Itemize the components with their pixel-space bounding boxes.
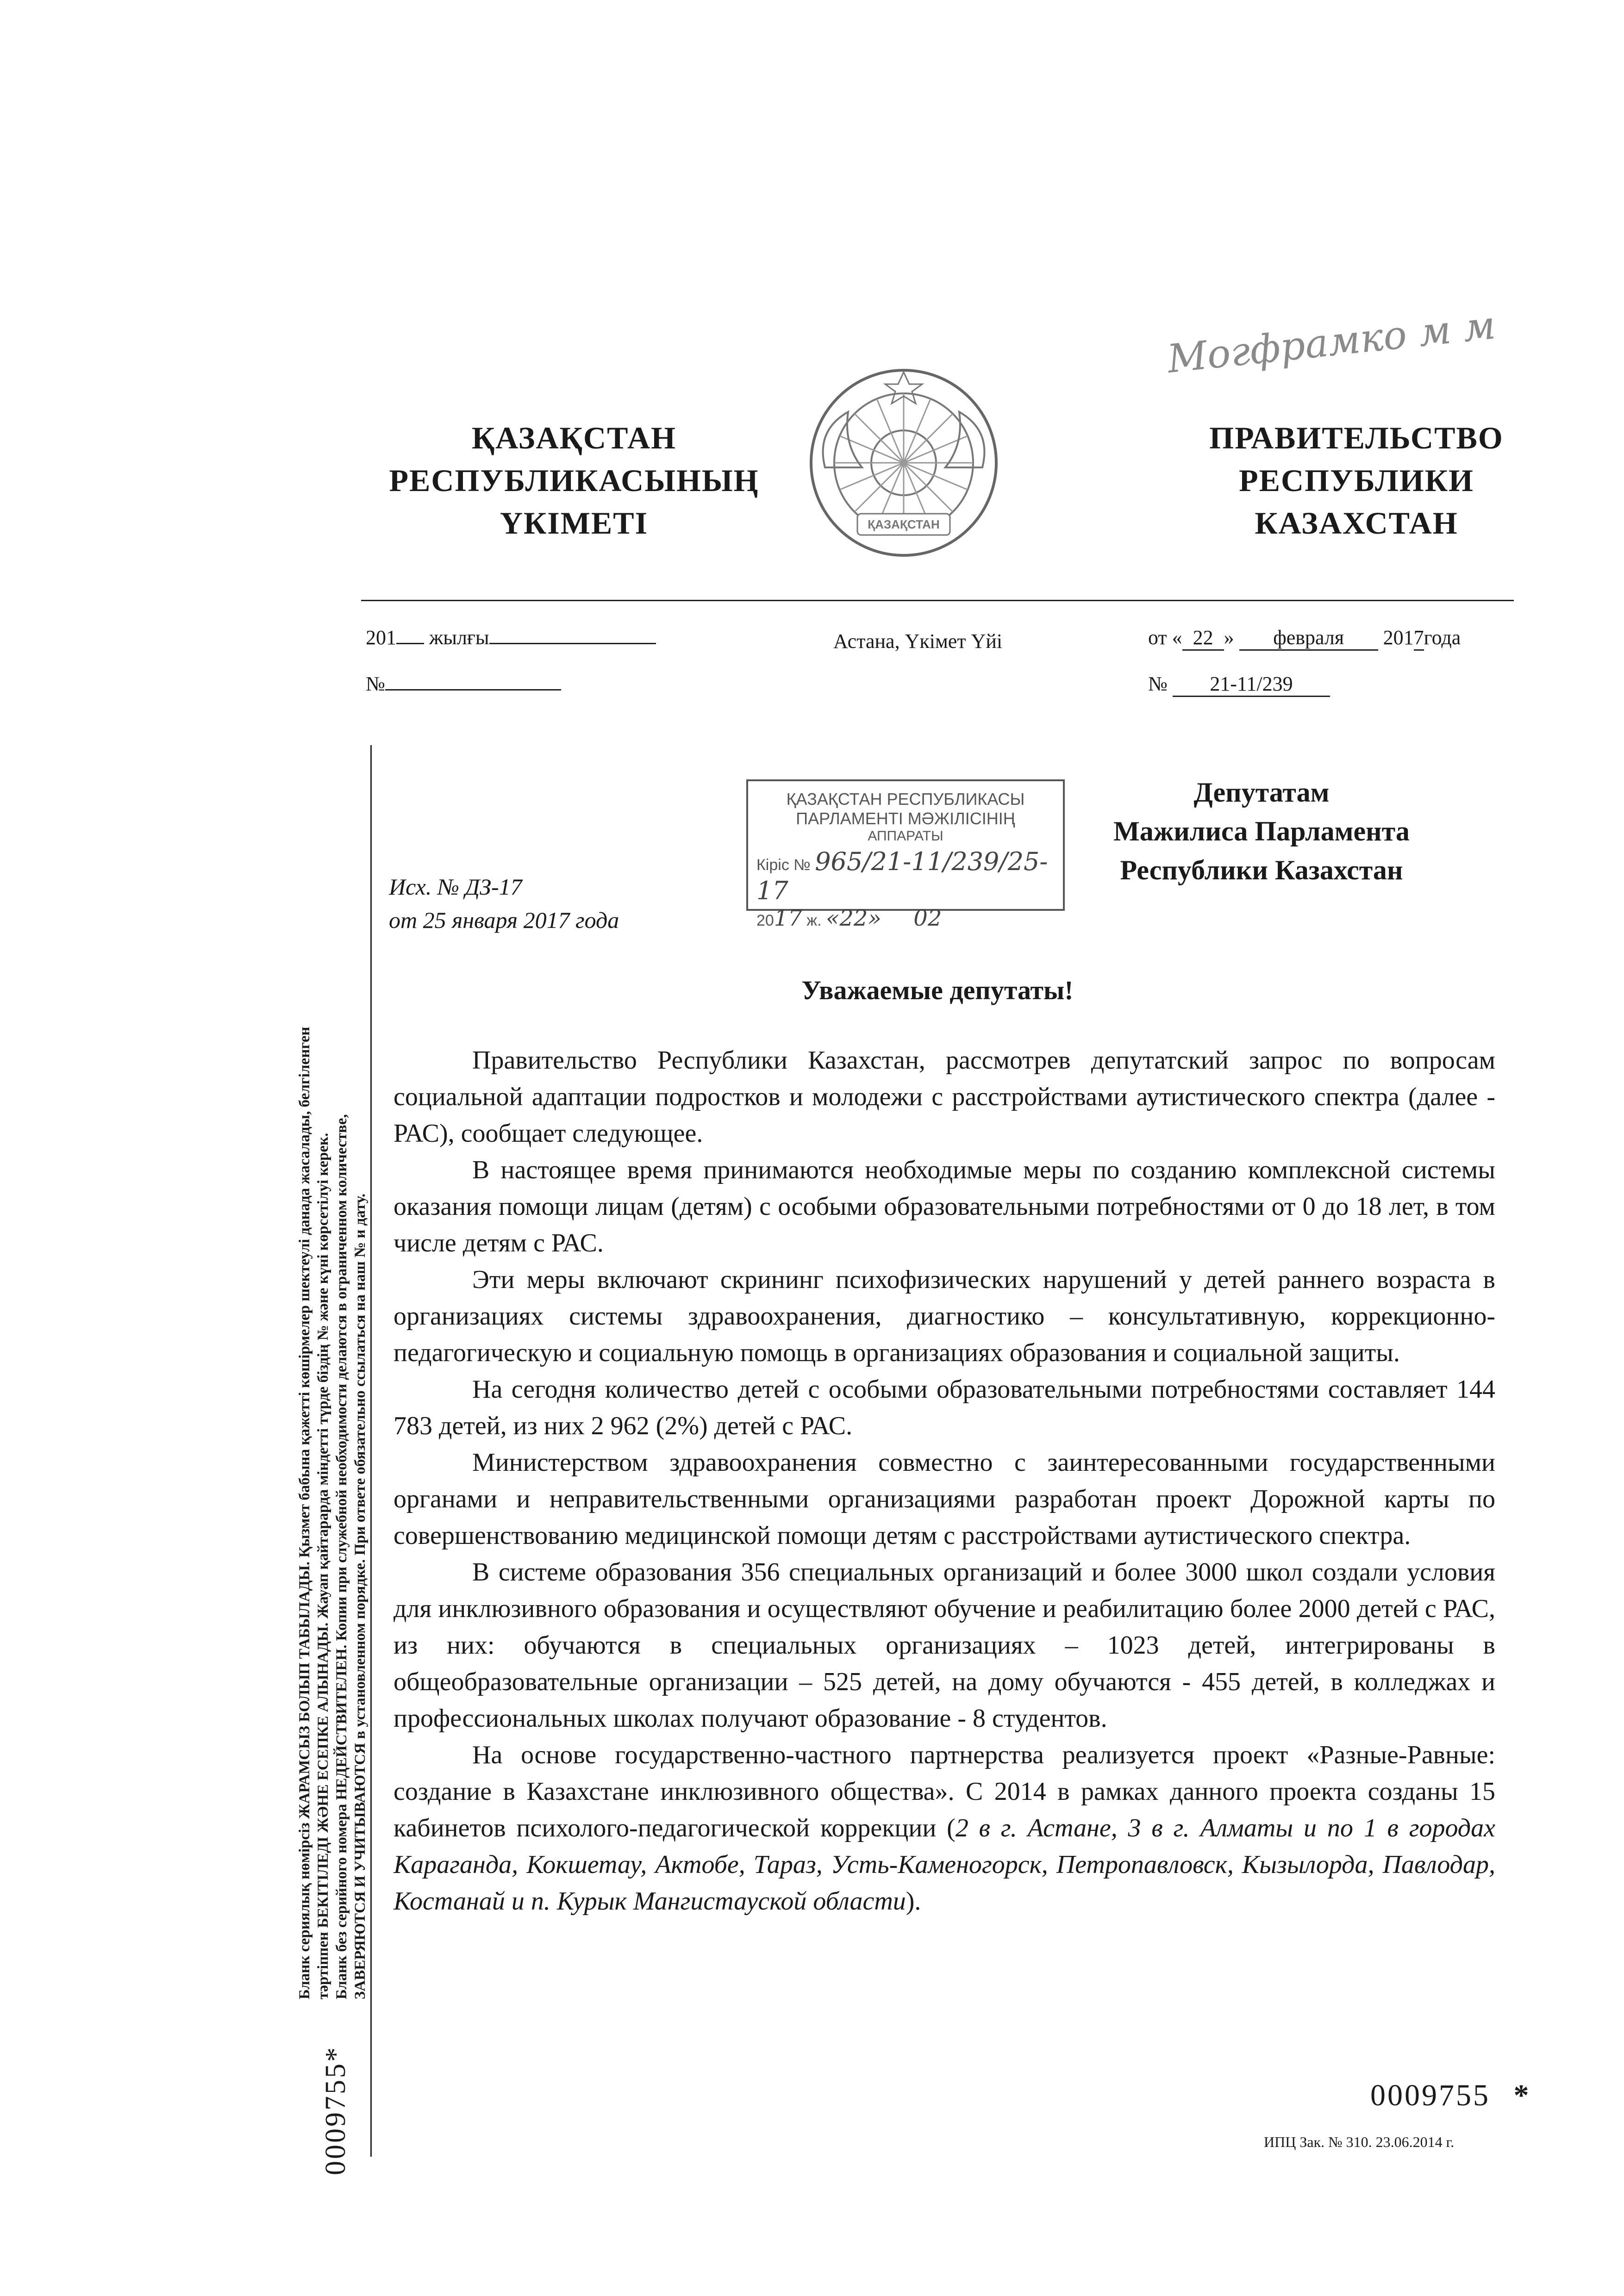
body-paragraph: В системе образования 356 специальных организаций и более 3000 школ создали условия для инклюзивного образования и осуществляют обучение и реабилитацию более 2000 детей с РАС, из них: обучаются в специальных организациях – 1023 детей, интегрированы в общеобразовательные организации – 525 детей, на дому обучаются - 455 детей, в колледжах и профессиональных школах получают образование - 8 студентов. [394, 1558, 1495, 1733]
stamp-year-prefix: 20 [756, 912, 774, 929]
date-month: февраля [1239, 626, 1378, 651]
body-paragraph: Министерством здравоохранения совместно с заинтересованными государственными органами и неправительственными организациями разработан проект Дорожной карты по совершенствованию медицинской помощи детям с расстройствами аутистического спектра. [394, 1448, 1495, 1550]
reference-line: Исх. № ДЗ-17 [389, 874, 522, 900]
vertical-note: Бланк сериялық нөмірсіз ЖАРАМСЫЗ БОЛЫП ТАБЫЛАДЫ. Қызмет бабына қажетті көшірмелер шектеулі данада жасалады, белгіленген [296, 1027, 313, 1999]
header-left-line: ҮКІМЕТІ [500, 505, 649, 541]
body-paragraph: Правительство Республики Казахстан, рассмотрев депутатский запрос по вопросам социальной адаптации подростков и молодежи с расстройствами аутистического спектра (далее - РАС), сообщает следующее. [394, 1046, 1495, 1148]
stamp-date-row [756, 905, 1063, 931]
header-right-line: ПРАВИТЕЛЬСТВО [1209, 420, 1504, 455]
number-field-kazakh [366, 672, 561, 696]
vertical-serial: 0009755* [320, 2046, 351, 2175]
body-paragraph: Эти меры включают скрининг психофизических нарушений у детей раннего возраста в организациях системы здравоохранения, диагностико – консультативную, коррекционно-педагогическую и социальную помощь в организациях образования и социальной защиты. [394, 1265, 1495, 1367]
last-paragraph-text: На основе государственно-частного партнерства реализуется проект «Разные-Равные: создание в Казахстане инклюзивного общества». С 2014 в рамках данного проекта созданы 15 кабинетов психолого-педагогической коррекции ( [394, 1741, 1495, 1842]
vertical-note: Бланк без серийного номера НЕДЕЙСТВИТЕЛЕН. Копии при служебной необходимости делаются в ограниченном количестве, [333, 1114, 350, 1999]
date-day: 22 [1182, 626, 1224, 651]
handwritten-note: Могфрамко м м [1165, 302, 1498, 382]
serial-star: * [1513, 2078, 1531, 2112]
blank-line [385, 689, 561, 691]
header-title-kazakh [366, 417, 782, 544]
registration-stamp [746, 779, 1065, 931]
emblem-text: ҚАЗАҚСТАН [868, 517, 940, 531]
body-paragraph-last [394, 1737, 1495, 1920]
date-field [1148, 626, 1461, 651]
year-digit: 7 [1414, 626, 1424, 651]
header-left-line: РЕСПУБЛИКАСЫНЫҢ [389, 463, 759, 498]
vertical-note: тәртіппен БЕКІТІЛЕДІ ЖӘНЕ ЕСЕПКЕ АЛЫНАДЫ. Жауап қайтарарда міндетті түрде біздің № және күні көрсетілуі керек. [315, 1132, 331, 1999]
last-paragraph-end: ). [906, 1887, 921, 1916]
year-prefix: 201 [366, 626, 396, 649]
greeting: Уважаемые депутаты! [801, 975, 1074, 1005]
header-right-line: РЕСПУБЛИКИ [1239, 463, 1474, 498]
body-paragraph: На сегодня количество детей с особыми образовательными потребностями составляет 144 783 детей, из них 2 962 (2%) детей с РАС. [394, 1375, 1495, 1440]
location: Астана, Үкімет Үйі [833, 630, 1003, 653]
outgoing-number [1148, 672, 1330, 697]
stamp-kiris-label: Кіріс № [756, 856, 811, 874]
stamp-line: ПАРЛАМЕНТІ МӘЖІЛІСІНІҢ [796, 809, 1015, 828]
number-value: 21-11/239 [1173, 672, 1330, 697]
outgoing-reference [389, 870, 619, 937]
stamp-line: ҚАЗАҚСТАН РЕСПУБЛИКАСЫ [786, 790, 1025, 809]
stamp-entry-row [756, 847, 1063, 905]
stamp-month-value: 02 [913, 905, 942, 931]
header-title-russian [1148, 417, 1565, 544]
number-label: № [1148, 672, 1168, 695]
date-field-kazakh [366, 626, 656, 649]
stamp-zh-label: ж. [806, 912, 822, 929]
year-suffix: года [1424, 626, 1461, 649]
addressee [1065, 773, 1458, 890]
date-prefix: от « [1148, 626, 1182, 649]
blank-line [489, 643, 656, 644]
letter-body [394, 1042, 1495, 1920]
header-left-line: ҚАЗАҚСТАН [471, 420, 677, 455]
state-emblem [746, 361, 1061, 565]
serial-number-value: 0009755 [1370, 2078, 1490, 2112]
vertical-note: ЗАВЕРЯЮТСЯ И УЧИТЫВАЮТСЯ в установленном порядке. При ответе обязательно ссылаться на наш № и дату. [352, 1193, 369, 1999]
stamp-line: АППАРАТЫ [868, 828, 943, 844]
header-divider [361, 600, 1514, 601]
margin-rule [370, 745, 372, 2157]
blank-line [396, 643, 424, 644]
header-right-line: КАЗАХСТАН [1255, 505, 1458, 541]
emblem-icon [746, 361, 1061, 565]
print-info: ИПЦ Зак. № 310. 23.06.2014 г. [1264, 2134, 1455, 2150]
serial-number [1370, 2078, 1531, 2113]
stamp-date-value: «22» [826, 905, 881, 931]
stamp-year-value: 17 [774, 905, 802, 931]
number-label: № [366, 672, 385, 695]
date-mid: » [1224, 626, 1234, 649]
addressee-line: Мажилиса Парламента [1113, 816, 1410, 846]
year-prefix: 201 [1383, 626, 1414, 649]
body-paragraph: В настоящее время принимаются необходимые меры по созданию комплексной системы оказания помощи лицам (детям) с особыми образовательными потребностями от 0 до 18 лет, в том числе детям с РАС. [394, 1156, 1495, 1257]
addressee-line: Республики Казахстан [1120, 855, 1403, 885]
reference-line: от 25 января 2017 года [389, 907, 619, 933]
year-suffix: жылғы [429, 626, 489, 649]
stamp-kiris-value: 965/21-11/239/25-17 [756, 847, 1048, 905]
addressee-line: Депутатам [1193, 777, 1330, 808]
last-paragraph-italic: 2 в г. Астане, 3 в г. Алматы и по 1 в городах Караганда, Кокшетау, Актобе, Тараз, Усть-Каменогорск, Петропавловск, Кызылорда, Павлодар, Костанай и п. Курык Мангистауской области [394, 1814, 1495, 1916]
